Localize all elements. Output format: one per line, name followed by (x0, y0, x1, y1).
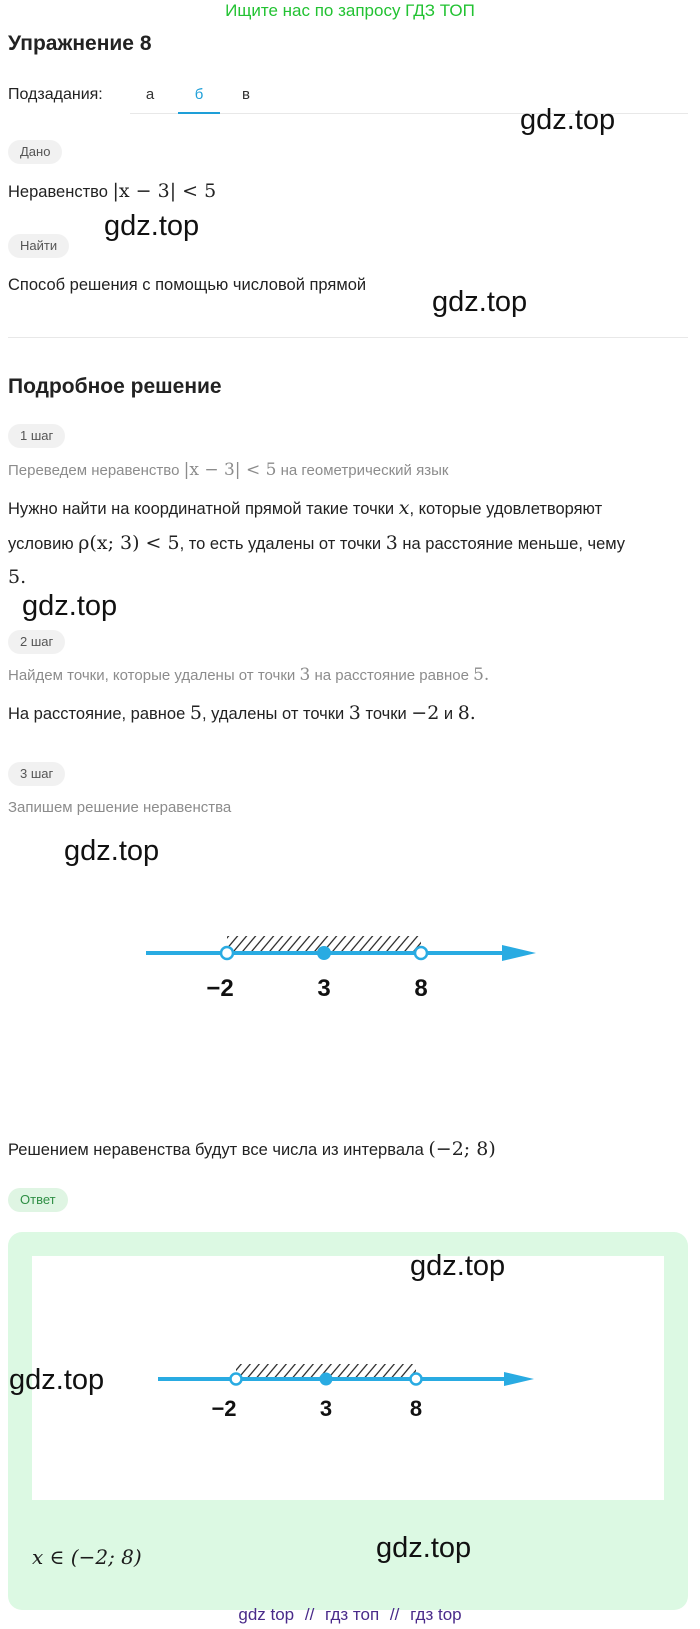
step-1-body-2-end: , то есть удалены от точки (179, 535, 382, 553)
step-1-body-1: Нужно найти на координатной прямой такие точки (8, 500, 395, 518)
tab-v[interactable]: в (242, 86, 250, 103)
footer-link-gdz-top[interactable]: gdz top (238, 1605, 295, 1624)
step-2-hint-mid: на расстояние равное (314, 667, 469, 684)
step-2-hint-num2: 5. (473, 665, 490, 685)
point-filled-3 (317, 946, 331, 960)
step-2-body-num4: 8. (457, 702, 476, 724)
conclusion (8, 1138, 496, 1161)
footer-separator: // (304, 1605, 315, 1624)
footer-links (0, 1605, 700, 1625)
step-1-body-line-3: 5. (8, 566, 27, 588)
watermark: gdz.top (520, 104, 616, 136)
given-text (8, 180, 216, 203)
step-3-hint: Запишем решение неравенства (8, 799, 232, 816)
answer-badge: Ответ (8, 1188, 68, 1212)
answer-number-line (150, 1350, 540, 1430)
label-3: 3 (317, 975, 331, 1002)
solution-heading: Подробное решение (8, 375, 222, 398)
watermark: gdz.top (22, 590, 118, 622)
watermark: gdz.top (64, 835, 160, 867)
step-2-body-before: На расстояние, равное (8, 705, 186, 723)
conclusion-math: (−2; 8) (428, 1138, 496, 1160)
answer-math: x ∈ (−2; 8) (32, 1545, 142, 1569)
answer-point-open-8 (411, 1374, 422, 1385)
step-1-body-1-end: , которые удовлетворяют (409, 500, 603, 518)
watermark: gdz.top (376, 1532, 472, 1564)
step-1-body-2-math: ρ(x; 3) < 5 (78, 532, 180, 554)
footer-separator: // (389, 1605, 400, 1624)
search-banner: Ищите нас по запросу ГДЗ ТОП (225, 1, 475, 20)
step-2-body-num: 5 (189, 702, 202, 724)
tab-b[interactable]: б (194, 86, 204, 103)
given-label: Неравенство (8, 183, 108, 201)
number-line-figure (130, 920, 550, 1020)
answer-label-8: 8 (409, 1396, 423, 1421)
axis-arrow (502, 945, 536, 961)
find-text: Способ решения с помощью числовой прямой (8, 276, 367, 294)
label-8: 8 (414, 975, 428, 1002)
watermark: gdz.top (9, 1364, 105, 1396)
answer-point-filled-3 (320, 1373, 333, 1386)
step-2-badge: 2 шаг (8, 630, 65, 654)
watermark: gdz.top (432, 286, 528, 318)
point-open-8 (415, 947, 427, 959)
step-2-body-mid2: точки (365, 705, 407, 723)
step-1-hint (8, 460, 448, 481)
step-1-body-2-num: 3 (385, 532, 398, 554)
step-1-body-2-tail: на расстояние меньше, чему (402, 535, 626, 553)
answer-point-open-minus2 (231, 1374, 242, 1385)
step-2-hint-before: Найдем точки, которые удалены от точки (8, 667, 296, 684)
watermark: gdz.top (104, 210, 200, 242)
footer-link-gdz-top-ru[interactable]: гдз топ (325, 1605, 380, 1624)
step-2-hint (8, 665, 489, 686)
step-1-var: x (398, 497, 410, 519)
tab-a[interactable]: а (145, 86, 155, 103)
find-badge: Найти (8, 234, 69, 258)
footer-link-gdz-top-mixed[interactable]: гдз top (410, 1605, 462, 1624)
step-1-body-line-2 (8, 532, 625, 555)
step-2-body-num2: 3 (348, 702, 361, 724)
answer-label-3: 3 (319, 1396, 333, 1421)
step-1-hint-math: |x − 3| < 5 (183, 460, 277, 480)
active-tab-indicator (178, 112, 220, 114)
step-1-badge: 1 шаг (8, 424, 65, 448)
step-2-body-and: и (443, 705, 454, 723)
label-minus2: −2 (206, 975, 234, 1002)
given-math: |x − 3| < 5 (112, 180, 217, 202)
step-1-body-line-1 (8, 497, 602, 520)
answer-axis-arrow (504, 1372, 534, 1386)
subtasks-label: Подзадания: (8, 86, 103, 103)
step-1-hint-after: на геометрический язык (280, 462, 449, 479)
step-3-badge: 3 шаг (8, 762, 65, 786)
conclusion-text: Решением неравенства будут все числа из интервала (8, 1141, 424, 1159)
page-title: Упражнение 8 (8, 32, 152, 55)
step-2-body (8, 702, 476, 725)
step-2-hint-num: 3 (299, 665, 311, 685)
step-1-hint-before: Переведем неравенство (8, 462, 180, 479)
watermark: gdz.top (410, 1250, 506, 1282)
given-badge: Дано (8, 140, 62, 164)
step-2-body-mid: , удалены от точки (201, 705, 345, 723)
section-divider (8, 337, 688, 338)
point-open-minus2 (221, 947, 233, 959)
answer-label-minus2: −2 (211, 1396, 237, 1421)
step-1-body-2: условию (8, 535, 74, 553)
step-2-body-num3: −2 (411, 702, 440, 724)
